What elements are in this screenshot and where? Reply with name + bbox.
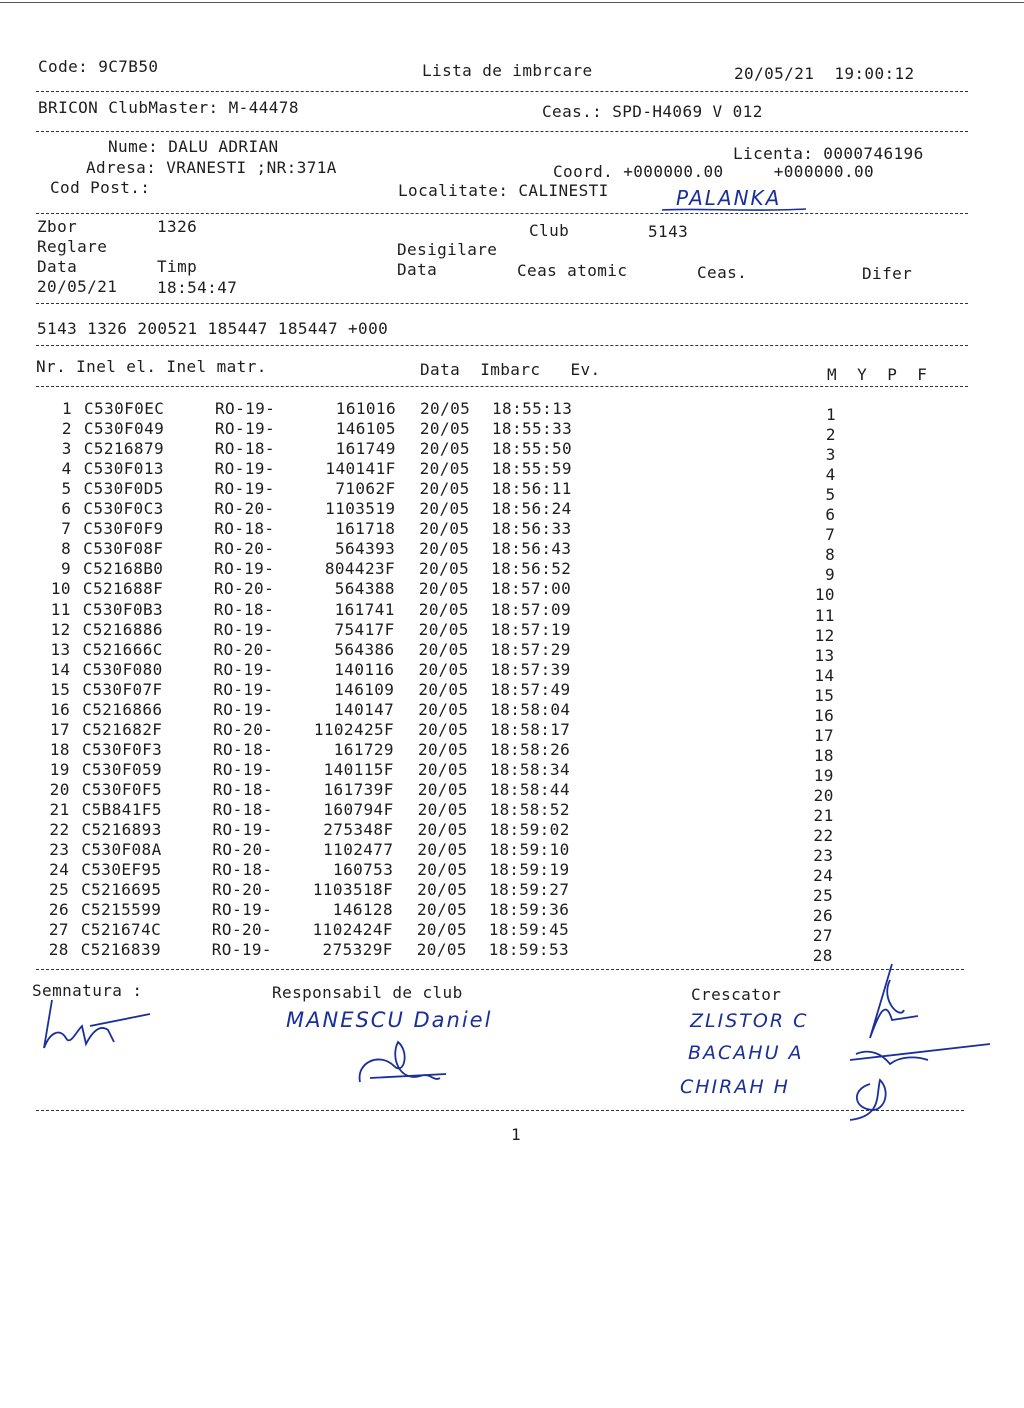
fancier-license: Licenta: 0000746196 — [733, 144, 924, 163]
basketing-date: 20/05 — [416, 920, 468, 940]
ring-series: RO-19- — [214, 559, 275, 579]
mark-number: 2 — [825, 425, 836, 445]
basketing-date: 20/05 — [416, 940, 467, 960]
electronic-ring: C521688F — [82, 579, 164, 599]
basketing-date: 20/05 — [419, 519, 470, 539]
table-row — [0, 679, 1024, 705]
row-number: 26 — [48, 900, 69, 920]
mark-number: 22 — [813, 826, 834, 846]
ring-number: 146128 — [332, 900, 393, 920]
desigilare-label: Desigilare — [397, 240, 498, 259]
ring-series: RO-18- — [212, 800, 273, 819]
software-version: BRICON ClubMaster: M-44478 — [38, 98, 299, 117]
basketing-date: 20/05 — [418, 619, 469, 639]
electronic-ring: C530F0C3 — [83, 499, 164, 519]
handwritten-locality: PALANKA — [676, 186, 782, 210]
document-title: Lista de imbrcare — [422, 61, 593, 80]
basketing-time: 18:57:19 — [490, 619, 571, 639]
ring-number: 140116 — [334, 659, 395, 679]
club-responsible-label: Responsabil de club — [272, 983, 463, 1002]
electronic-ring: C5216866 — [82, 699, 163, 719]
scan-top-edge — [0, 2, 1024, 3]
ring-number: 275329F — [322, 940, 393, 960]
separator — [36, 131, 968, 132]
electronic-ring: C530F0F5 — [81, 779, 162, 799]
electronic-ring: C5216893 — [81, 820, 162, 840]
row-number: 6 — [61, 499, 72, 519]
mark-number: 18 — [813, 745, 834, 765]
separator — [36, 386, 968, 387]
mark-number: 4 — [825, 465, 836, 485]
electronic-ring: C530F0EC — [84, 399, 165, 418]
print-datetime: 20/05/21 19:00:12 — [734, 64, 915, 83]
column-header-rings: Nr. Inel el. Inel matr. — [36, 357, 267, 376]
breeder-name-3: CHIRAH H — [680, 1076, 790, 1098]
club-label: Club — [529, 221, 570, 240]
basketing-time: 18:58:26 — [489, 739, 571, 759]
mark-number: 26 — [812, 906, 833, 926]
row-number: 2 — [61, 419, 72, 439]
electronic-ring: C521682F — [82, 719, 163, 739]
fancier-coordinates: Coord. +000000.00 +000000.00 — [553, 162, 875, 181]
electronic-ring: C530F08A — [81, 840, 162, 860]
basketing-time: 18:58:17 — [490, 719, 571, 739]
basketing-date: 20/05 — [419, 559, 470, 579]
electronic-ring: C521666C — [82, 639, 163, 659]
row-number: 19 — [49, 759, 70, 779]
basketing-date: 20/05 — [419, 499, 470, 519]
mark-number: 23 — [813, 846, 834, 866]
row-number: 18 — [49, 739, 70, 759]
separator — [36, 213, 968, 214]
ring-number: 564386 — [334, 639, 395, 659]
mark-number: 12 — [814, 625, 835, 645]
basketing-time: 18:57:00 — [490, 579, 572, 599]
row-number: 5 — [61, 479, 72, 499]
row-number: 10 — [50, 579, 71, 599]
basketing-time: 18:55:50 — [491, 439, 573, 459]
mark-number: 19 — [813, 765, 834, 785]
row-number: 8 — [61, 539, 72, 559]
mark-number: 13 — [814, 645, 835, 665]
club-responsible-signature — [350, 1032, 450, 1092]
ring-number: 1102424F — [312, 920, 393, 940]
table-row — [0, 399, 1024, 424]
row-number: 24 — [49, 860, 70, 880]
electronic-ring: C530F08F — [83, 539, 164, 559]
fancier-locality: Localitate: CALINESTI — [398, 181, 609, 200]
table-row — [0, 800, 1024, 825]
row-number: 1 — [61, 399, 72, 418]
column-header-flags: M Y P F — [827, 365, 928, 384]
row-number: 20 — [49, 779, 70, 799]
table-row — [0, 759, 1024, 785]
table-row — [0, 519, 1024, 545]
signature-mark — [30, 992, 160, 1062]
electronic-ring: C530F080 — [82, 659, 163, 679]
basketing-date: 20/05 — [419, 459, 470, 479]
ring-number: 1102477 — [323, 840, 394, 860]
data-label: Data — [37, 257, 78, 276]
mark-number: 14 — [814, 665, 835, 685]
basketing-date: 20/05 — [417, 860, 468, 880]
basketing-date: 20/05 — [418, 599, 469, 619]
basketing-date: 20/05 — [418, 579, 470, 599]
mark-number: 17 — [814, 725, 835, 745]
ring-number: 161749 — [335, 439, 396, 459]
table-row — [0, 559, 1024, 585]
club-responsible-name: MANESCU Daniel — [286, 1008, 493, 1032]
basketing-time: 18:56:24 — [491, 499, 572, 519]
basketing-time: 18:57:39 — [490, 659, 571, 679]
electronic-ring: C530F0F3 — [81, 739, 163, 759]
mark-number: 24 — [813, 866, 834, 886]
table-row — [0, 840, 1024, 866]
row-number: 23 — [49, 840, 70, 860]
ring-series: RO-18- — [212, 779, 273, 799]
ring-series: RO-20- — [214, 499, 275, 519]
ring-series: RO-19- — [214, 459, 275, 479]
ring-series: RO-19- — [215, 399, 276, 418]
data-label: Data — [397, 260, 438, 279]
basketing-date: 20/05 — [420, 399, 471, 418]
ring-series: RO-19- — [213, 659, 274, 679]
ceas-atomic-label: Ceas atomic — [517, 261, 628, 280]
basketing-date: 20/05 — [418, 639, 469, 659]
basketing-date: 20/05 — [417, 900, 468, 920]
ring-number: 75417F — [334, 619, 395, 639]
basketing-time: 18:56:11 — [491, 479, 572, 499]
basketing-date: 20/05 — [419, 539, 470, 559]
ring-series: RO-19- — [213, 619, 274, 639]
table-row — [0, 900, 1024, 926]
electronic-ring: C530EF95 — [81, 860, 162, 880]
basketing-time: 18:59:53 — [488, 940, 570, 960]
table-row — [0, 940, 1024, 966]
ring-number: 1103519 — [325, 499, 396, 519]
ceas-label: Ceas. — [697, 263, 748, 282]
row-number: 17 — [50, 719, 71, 739]
electronic-ring: C52168B0 — [83, 559, 164, 579]
ring-series: RO-18- — [214, 519, 275, 539]
mark-number: 6 — [825, 505, 836, 525]
page-number: 1 — [511, 1125, 522, 1144]
reglare-label: Reglare — [37, 237, 108, 256]
table-row — [0, 419, 1024, 445]
ring-series: RO-20- — [211, 920, 273, 940]
row-number: 16 — [50, 699, 71, 719]
ring-series: RO-19- — [211, 940, 272, 960]
ring-series: RO-20- — [213, 639, 274, 659]
basketing-time: 18:59:27 — [489, 880, 570, 900]
basketing-time: 18:58:44 — [489, 779, 570, 799]
ring-number: 146105 — [335, 419, 396, 439]
electronic-ring: C530F0F9 — [83, 519, 164, 539]
table-row — [0, 860, 1024, 886]
basketing-time: 18:56:33 — [491, 519, 572, 539]
ring-series: RO-18- — [212, 860, 273, 880]
ring-series: RO-19- — [212, 820, 273, 840]
table-row — [0, 719, 1024, 745]
ring-number: 140147 — [334, 699, 395, 719]
electronic-ring: C5216695 — [81, 880, 162, 900]
basketing-date: 20/05 — [417, 739, 469, 759]
basketing-time: 18:56:52 — [491, 559, 572, 579]
row-number: 28 — [48, 940, 69, 960]
separator — [36, 303, 968, 304]
breeder-name-2: BACAHU A — [688, 1042, 804, 1064]
fancier-name: Nume: DALU ADRIAN — [108, 137, 279, 156]
flight-number: 1326 — [157, 217, 198, 236]
row-number: 9 — [61, 559, 72, 579]
ring-series: RO-19- — [214, 419, 276, 439]
mark-number: 3 — [825, 445, 836, 465]
electronic-ring: C530F0D5 — [83, 479, 164, 499]
mark-number: 7 — [825, 525, 836, 545]
basketing-date: 20/05 — [417, 840, 468, 860]
postal-code-label: Cod Post.: — [50, 178, 151, 197]
flight-label: Zbor — [37, 217, 78, 236]
separator — [36, 345, 968, 346]
row-number: 3 — [61, 439, 72, 459]
ring-number: 1103518F — [312, 880, 394, 900]
row-number: 4 — [61, 459, 72, 479]
table-row — [0, 739, 1024, 765]
row-number: 22 — [49, 820, 70, 840]
mark-number: 8 — [825, 545, 836, 565]
ring-series: RO-19- — [212, 759, 274, 779]
electronic-ring: C5B841F5 — [81, 800, 162, 819]
row-number: 15 — [50, 679, 71, 699]
ring-number: 161739F — [323, 779, 394, 799]
table-row — [0, 619, 1024, 645]
basketing-time: 18:58:04 — [490, 699, 571, 719]
ring-number: 160753 — [333, 860, 394, 880]
ring-series: RO-20- — [213, 579, 275, 599]
ring-series: RO-19- — [213, 699, 274, 719]
ring-number: 71062F — [335, 479, 396, 499]
table-row — [0, 459, 1024, 485]
basketing-time: 18:59:02 — [489, 820, 570, 840]
basketing-time: 18:59:19 — [489, 860, 570, 880]
basketing-date: 20/05 — [417, 779, 468, 799]
basketing-time: 18:59:10 — [489, 840, 570, 860]
basketing-time: 18:57:49 — [490, 679, 571, 699]
basketing-date: 20/05 — [419, 419, 471, 439]
electronic-ring: C5216879 — [83, 439, 165, 459]
row-number: 12 — [50, 619, 71, 639]
electronic-ring: C530F059 — [81, 759, 163, 779]
basketing-time: 18:57:09 — [490, 599, 572, 619]
mark-number: 5 — [825, 485, 836, 505]
flight-code-line: 5143 1326 200521 185447 185447 +000 — [37, 319, 389, 338]
basketing-time: 18:59:36 — [489, 900, 570, 920]
ring-number: 161718 — [335, 519, 396, 539]
ring-series: RO-19- — [214, 479, 275, 499]
clock-id: Ceas.: SPD-H4069 V 012 — [542, 102, 763, 121]
mark-number: 28 — [812, 946, 833, 966]
table-row — [0, 599, 1024, 625]
separator — [36, 91, 968, 92]
electronic-ring: C530F07F — [82, 679, 163, 699]
basketing-time: 18:56:43 — [491, 539, 572, 559]
breeder-label: Crescator — [691, 985, 782, 1004]
table-row — [0, 479, 1024, 505]
ring-number: 146109 — [334, 679, 395, 699]
ring-series: RO-19- — [213, 679, 274, 699]
fancier-address: Adresa: VRANESTI ;NR:371A — [86, 158, 337, 177]
table-row — [0, 639, 1024, 665]
mark-number: 20 — [813, 785, 834, 805]
electronic-ring: C5215599 — [81, 900, 162, 920]
basketing-date: 20/05 — [418, 719, 469, 739]
ring-series: RO-20- — [212, 840, 273, 860]
row-number: 11 — [50, 599, 71, 619]
basketing-date: 20/05 — [418, 699, 469, 719]
document-code: Code: 9C7B50 — [38, 57, 159, 76]
electronic-ring: C5216839 — [80, 940, 162, 960]
mark-number: 25 — [813, 886, 834, 906]
ring-number: 804423F — [324, 559, 396, 579]
table-row — [0, 880, 1024, 906]
reglare-time: 18:54:47 — [157, 278, 238, 297]
difer-label: Difer — [862, 264, 913, 283]
ring-series: RO-20- — [212, 880, 273, 900]
basketing-date: 20/05 — [418, 679, 469, 699]
ring-number: 564393 — [334, 539, 396, 559]
basketing-date: 20/05 — [418, 659, 469, 679]
basketing-time: 18:58:34 — [489, 759, 571, 779]
ring-number: 140141F — [325, 459, 396, 479]
row-number: 7 — [61, 519, 72, 539]
table-row — [0, 920, 1024, 946]
ring-series: RO-20- — [213, 719, 274, 739]
signature-label: Semnatura : — [32, 981, 143, 1000]
row-number: 21 — [49, 800, 70, 819]
mark-number: 27 — [812, 926, 833, 946]
table-row — [0, 499, 1024, 525]
ring-number: 161741 — [334, 599, 395, 619]
ring-series: RO-18- — [212, 739, 274, 759]
mark-number: 21 — [813, 806, 834, 825]
mark-number: 11 — [814, 605, 835, 625]
basketing-date: 20/05 — [417, 800, 468, 819]
breeder-signatures — [830, 960, 1000, 1130]
club-number: 5143 — [648, 222, 689, 241]
basketing-time: 18:58:52 — [489, 800, 570, 819]
ring-number: 140115F — [323, 759, 394, 779]
breeder-name-1: ZLISTOR C — [690, 1010, 809, 1032]
electronic-ring: C530F0B3 — [82, 599, 164, 619]
basketing-date: 20/05 — [419, 439, 470, 459]
mark-number: 15 — [814, 685, 835, 705]
basketing-date: 20/05 — [417, 820, 468, 840]
mark-number: 9 — [825, 565, 836, 585]
separator — [36, 1110, 964, 1111]
table-row — [0, 779, 1024, 805]
reglare-date: 20/05/21 — [37, 277, 118, 296]
basketing-date: 20/05 — [417, 880, 468, 900]
table-row — [0, 699, 1024, 725]
ring-series: RO-20- — [214, 539, 275, 559]
table-row — [0, 439, 1024, 465]
basketing-date: 20/05 — [417, 759, 468, 779]
row-number: 14 — [50, 659, 71, 679]
row-number: 13 — [50, 639, 71, 659]
ring-number: 161729 — [333, 739, 394, 759]
basketing-date: 20/05 — [419, 479, 470, 499]
ring-number: 1102425F — [313, 719, 395, 739]
mark-number: 10 — [814, 585, 835, 605]
row-number: 27 — [48, 920, 69, 940]
electronic-ring: C530F013 — [83, 459, 164, 479]
mark-number: 1 — [825, 405, 836, 424]
separator — [36, 969, 964, 970]
basketing-time: 18:55:33 — [491, 419, 573, 439]
ring-number: 161016 — [335, 399, 396, 418]
table-row — [0, 659, 1024, 685]
column-header-basketing: Data Imbarc Ev. — [420, 360, 601, 379]
mark-number: 16 — [814, 705, 835, 725]
ring-series: RO-18- — [213, 599, 274, 619]
table-row — [0, 579, 1024, 605]
timp-label: Timp — [157, 257, 198, 276]
electronic-ring: C5216886 — [82, 619, 163, 639]
electronic-ring: C530F049 — [83, 419, 165, 439]
electronic-ring: C521674C — [80, 920, 162, 940]
ring-number: 564388 — [334, 579, 395, 599]
basketing-time: 18:55:13 — [492, 399, 573, 418]
ring-number: 275348F — [323, 820, 394, 840]
basketing-time: 18:59:45 — [488, 920, 570, 940]
table-row — [0, 539, 1024, 565]
row-number: 25 — [49, 880, 70, 900]
ring-series: RO-19- — [212, 900, 273, 920]
table-row — [0, 820, 1024, 846]
basketing-time: 18:55:59 — [491, 459, 572, 479]
ring-number: 160794F — [323, 800, 394, 819]
ring-series: RO-18- — [214, 439, 275, 459]
basketing-time: 18:57:29 — [490, 639, 571, 659]
